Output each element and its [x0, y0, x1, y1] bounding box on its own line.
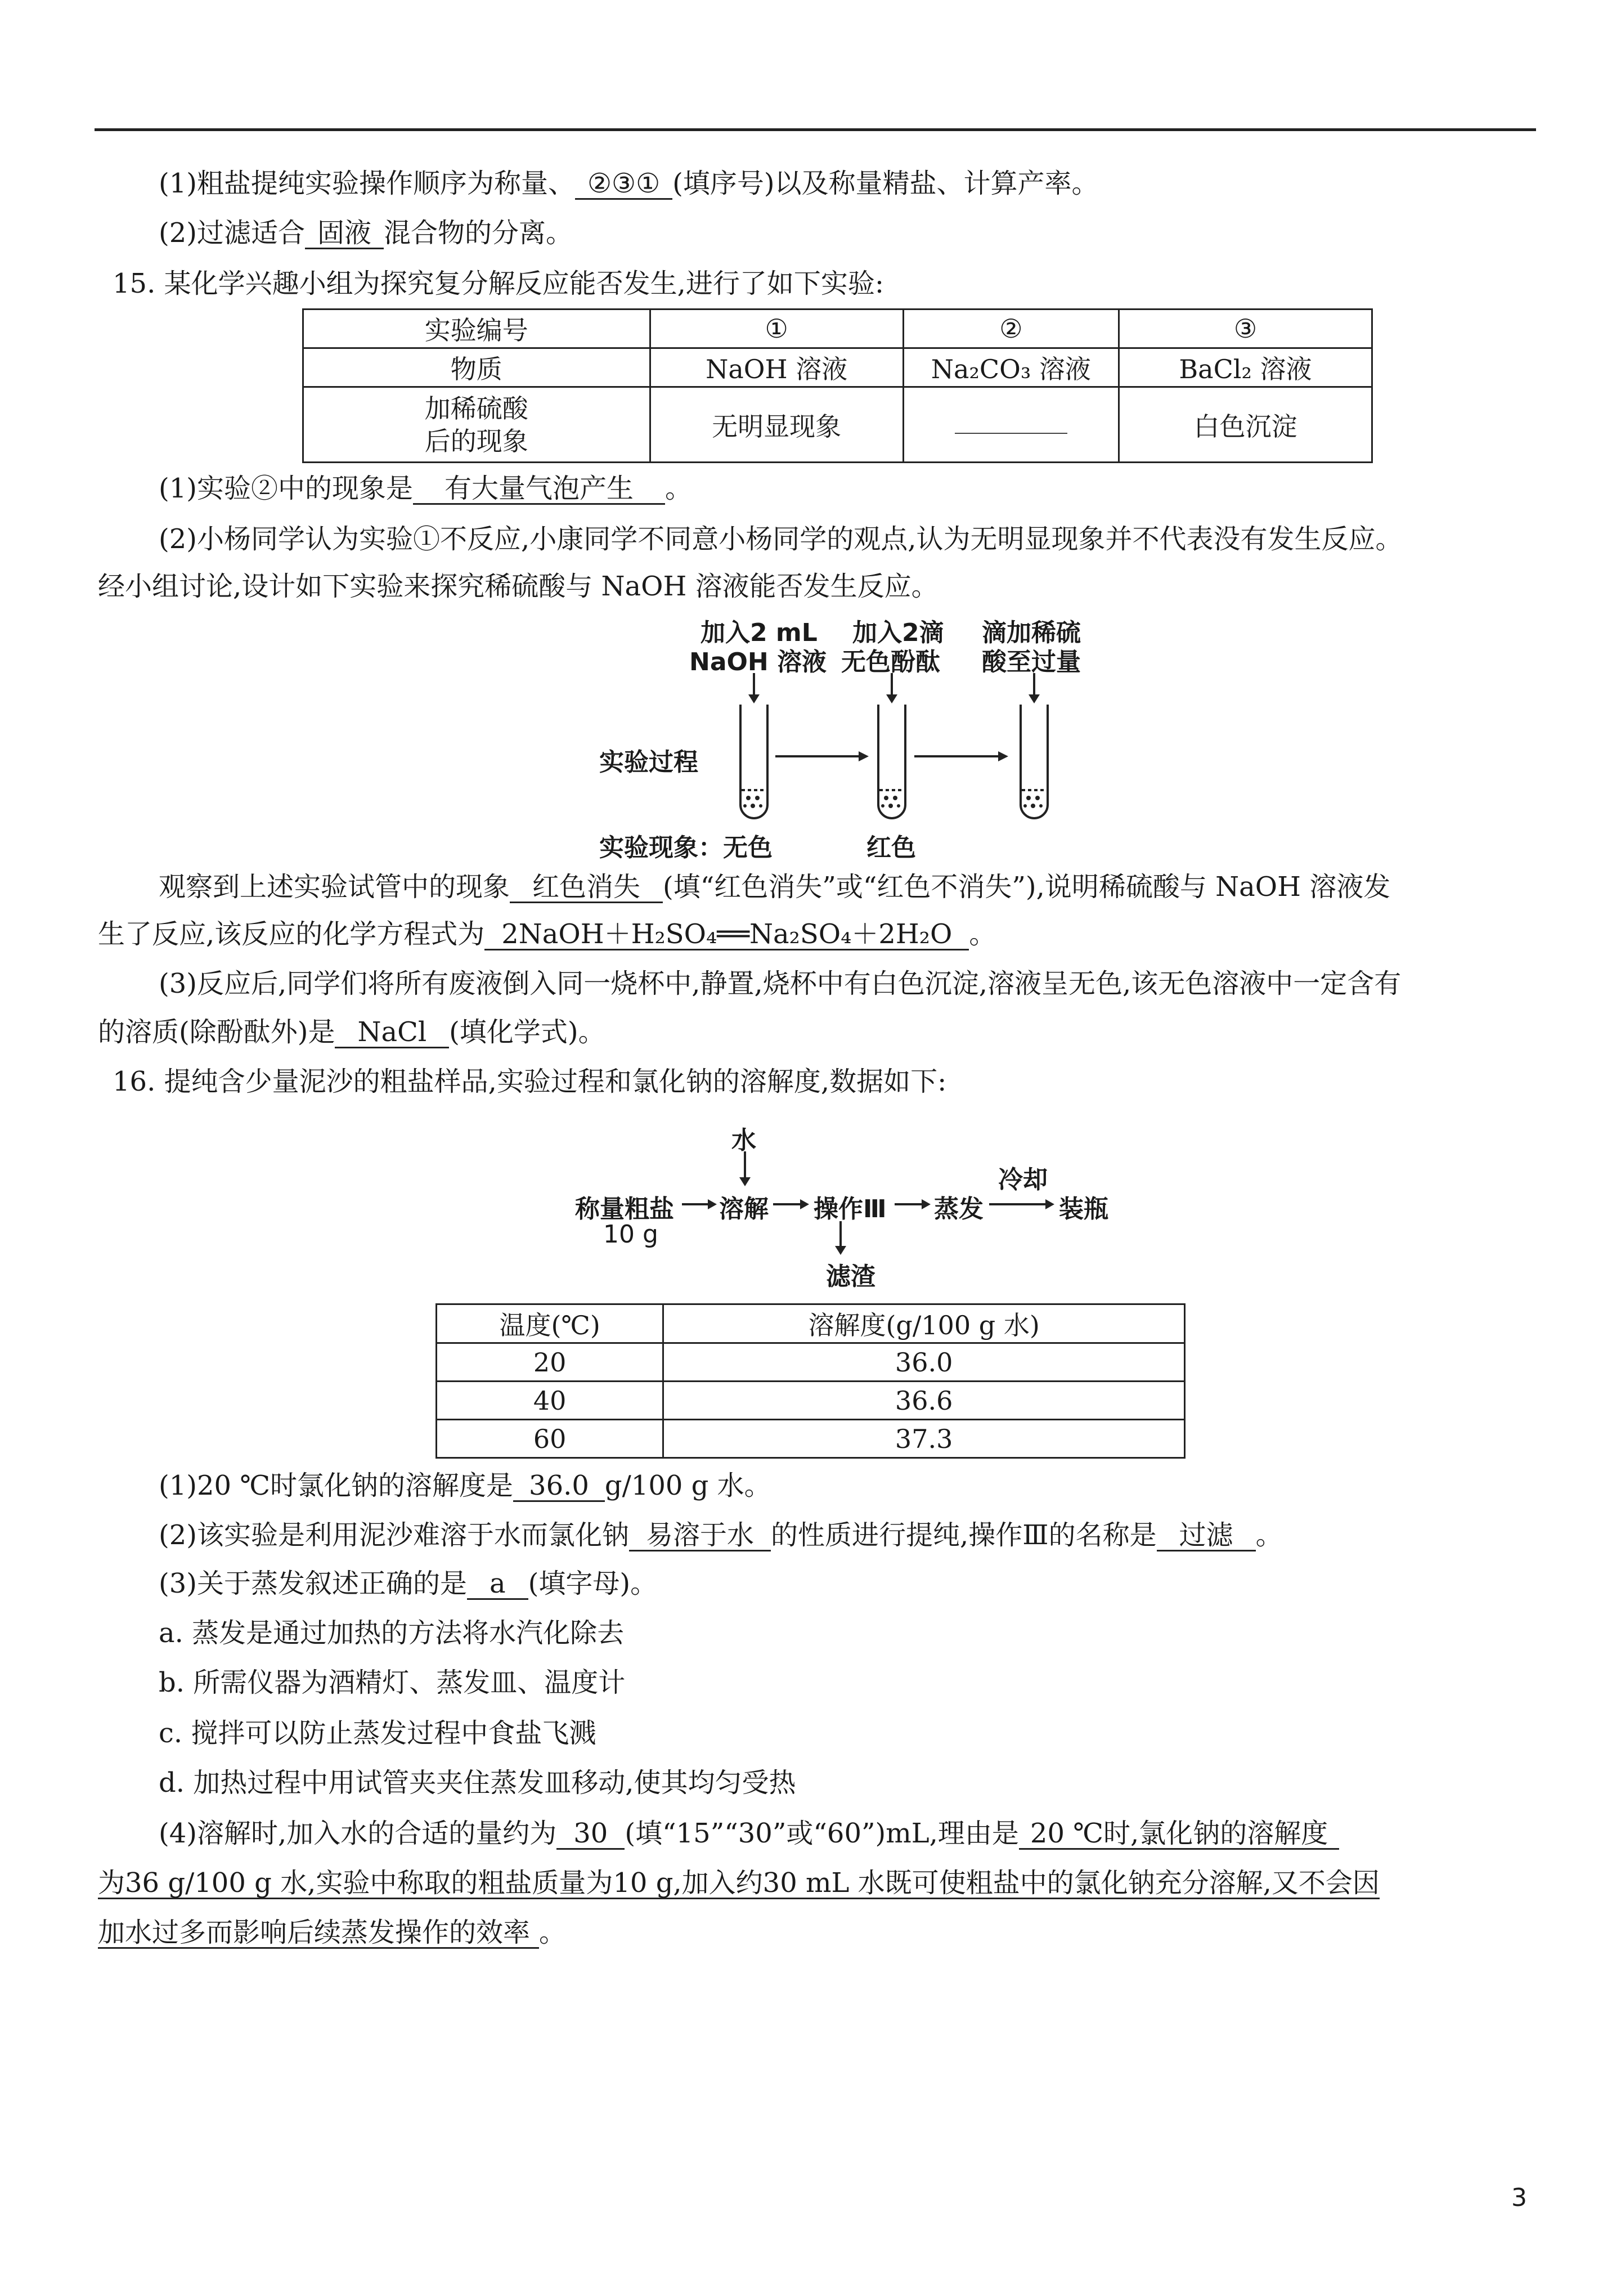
fig-process-label: 实验过程 [599, 748, 698, 777]
q15-observation-answer: 红色消失 [510, 872, 663, 903]
q16-solubility-table [435, 1303, 1186, 1459]
fig-phenomenon-label: 实验现象：无色 [599, 833, 773, 862]
q15-observation-text: 观察到上述实验试管中的现象 [159, 871, 510, 903]
flow-residue: 滤渣 [826, 1262, 875, 1291]
arrow-right-icon [800, 1199, 809, 1209]
q16-part4-reason-1: 20 ℃时,氯化钠的溶解度 [1019, 1819, 1339, 1850]
q15-head-cell: 实验编号 [303, 310, 650, 348]
q16-cell: 20 [437, 1343, 663, 1382]
q16-part4-text: (4)溶解时,加入水的合适的量约为 [159, 1818, 557, 1849]
q15-equation-text: 生了反应,该反应的化学方程式为 [98, 918, 485, 950]
flow-evaporate: 蒸发 [934, 1195, 984, 1223]
q16-option-b: b. 所需仪器为酒精灯、蒸发皿、温度计 [159, 1667, 626, 1698]
q16-part4-reason-2: 为36 g/100 g 水,实验中称取的粗盐质量为10 g,加入约30 mL 水既可使粗盐中的氯化钠充分溶解,又不会因 [98, 1867, 1380, 1899]
q15-equation-answer: 2NaOH＋H₂SO₄══Na₂SO₄＋2H₂O [484, 920, 969, 950]
q14-part2-suffix: 混合物的分离。 [384, 217, 573, 249]
q14-part2-text: (2)过滤适合 [159, 217, 305, 249]
q15-part3-suffix: (填化学式)。 [449, 1016, 605, 1048]
q16-part2-mid: 的性质进行提纯,操作Ⅲ的名称是 [771, 1519, 1157, 1551]
q15-head-cell: ① [650, 310, 903, 348]
flow-weigh: 称量粗盐 [575, 1195, 674, 1223]
q15-head-cell: ③ [1119, 310, 1372, 348]
q16-part2 [159, 1518, 1283, 1552]
flow-cool: 冷却 [998, 1165, 1048, 1194]
q16-title: 16. 提纯含少量泥沙的粗盐样品,实验过程和氯化钠的溶解度,数据如下: [113, 1066, 947, 1097]
q16-option-c: c. 搅拌可以防止蒸发过程中食盐飞溅 [159, 1717, 596, 1749]
flow-dissolve: 溶解 [719, 1195, 769, 1223]
arrow-right-icon [1045, 1199, 1054, 1209]
q16-head-cell: 溶解度(g/100 g 水) [663, 1304, 1185, 1343]
q16-option-d: d. 加热过程中用试管夹夹住蒸发皿移动,使其均匀受热 [159, 1767, 796, 1799]
q16-part2-answer2: 过滤 [1157, 1521, 1256, 1551]
q16-part3-suffix: (填字母)。 [528, 1568, 658, 1599]
fig-step1-line1: 加入2 mL [701, 618, 818, 647]
fig-step2-line2: 无色酚酞 [841, 648, 940, 676]
q16-cell: 37.3 [663, 1420, 1185, 1458]
q15-part2-line1: (2)小杨同学认为实验①不反应,小康同学不同意小杨同学的观点,认为无明显现象并不代表没有发生反应。 [159, 523, 1403, 555]
q15-part3-line1: (3)反应后,同学们将所有废液倒入同一烧杯中,静置,烧杯中有白色沉淀,溶液呈无色,该无色溶液中一定含有 [159, 968, 1402, 999]
q15-row-label-1: 加稀硫酸 [424, 393, 528, 424]
fig-step3-line2: 酸至过量 [982, 648, 1081, 676]
q16-part4-answer: 30 [556, 1819, 625, 1850]
q15-equation-suffix: 。 [969, 918, 996, 950]
page-number: 3 [1511, 2183, 1527, 2212]
q16-cell: 40 [437, 1382, 663, 1420]
q16-part2-suffix: 。 [1255, 1519, 1283, 1551]
q15-observation-suffix: (填“红色消失”或“红色不消失”),说明稀硫酸与 NaOH 溶液发 [663, 871, 1391, 903]
q14-part1-answer: ②③① [575, 169, 672, 200]
q15-cell: Na₂CO₃ 溶液 [903, 348, 1119, 387]
q15-part1-text: (1)实验②中的现象是 [159, 473, 413, 504]
fig-step3-line1: 滴加稀硫 [982, 618, 1081, 647]
q16-part3 [159, 1567, 657, 1600]
q16-part4-suffix: 。 [539, 1917, 567, 1948]
q16-option-a: a. 蒸发是通过加热的方法将水汽化除去 [159, 1617, 625, 1649]
q14-part1-suffix: (填序号)以及称量精盐、计算产率。 [672, 168, 1099, 199]
q15-part2-line2: 经小组讨论,设计如下实验来探究稀硫酸与 NaOH 溶液能否发生反应。 [98, 571, 939, 602]
q16-cell: 60 [437, 1420, 663, 1458]
q16-part1-suffix: g/100 g 水。 [604, 1470, 771, 1501]
q16-part1 [159, 1469, 771, 1503]
q16-part4-line2 [98, 1866, 1380, 1900]
q16-part1-text: (1)20 ℃时氯化钠的溶解度是 [159, 1470, 514, 1501]
flow-mass: 10 g [603, 1220, 658, 1249]
arrow-down-icon [739, 1177, 751, 1186]
flow-water: 水 [731, 1126, 756, 1155]
flow-op3: 操作Ⅲ [814, 1195, 887, 1223]
q15-part1-suffix: 。 [665, 473, 693, 504]
q15-part1-answer: 有大量气泡产生 [413, 474, 665, 505]
q15-cell: NaOH 溶液 [650, 348, 903, 387]
q15-part3-answer: NaCl [335, 1017, 449, 1048]
q15-row-label-2: 后的现象 [424, 425, 528, 456]
fig-phenomenon-2: 红色 [866, 833, 916, 862]
q15-cell: 物质 [303, 348, 650, 387]
q16-part4-line3 [98, 1916, 566, 1949]
flow-bottle: 装瓶 [1059, 1195, 1108, 1223]
q15-part3-text: 的溶质(除酚酞外)是 [98, 1016, 335, 1048]
q16-part4-mid: (填“15”“30”或“60”)mL,理由是 [625, 1818, 1019, 1849]
q16-part1-answer: 36.0 [513, 1471, 605, 1502]
q16-part4-line1 [159, 1817, 1339, 1850]
arrow-down-icon [835, 1246, 846, 1255]
arrow-right-icon [708, 1199, 717, 1209]
q16-part3-answer: a [467, 1569, 528, 1600]
arrow-right-icon [922, 1199, 931, 1209]
fig-step2-line1: 加入2滴 [852, 618, 944, 647]
q16-part2-text: (2)该实验是利用泥沙难溶于水而氯化钠 [159, 1519, 629, 1551]
fig-step1-line2: NaOH 溶液 [689, 648, 827, 676]
q16-head-cell: 温度(℃) [437, 1304, 663, 1343]
q16-part4-reason-3: 加水过多而影响后续蒸发操作的效率 [98, 1918, 539, 1949]
q15-cell: 无明显现象 [650, 387, 903, 463]
q15-cell: BaCl₂ 溶液 [1119, 348, 1372, 387]
q15-cell: 白色沉淀 [1119, 387, 1372, 463]
q16-cell: 36.0 [663, 1343, 1185, 1382]
q14-part2-answer: 固液 [305, 218, 384, 249]
q14-part1-text: (1)粗盐提纯实验操作顺序为称量、 [159, 168, 575, 199]
q15-title: 15. 某化学兴趣小组为探究复分解反应能否发生,进行了如下实验: [113, 268, 884, 299]
q16-part3-text: (3)关于蒸发叙述正确的是 [159, 1568, 467, 1599]
q16-cell: 36.6 [663, 1382, 1185, 1420]
q15-head-cell: ② [903, 310, 1119, 348]
q16-part2-answer: 易溶于水 [629, 1521, 771, 1551]
